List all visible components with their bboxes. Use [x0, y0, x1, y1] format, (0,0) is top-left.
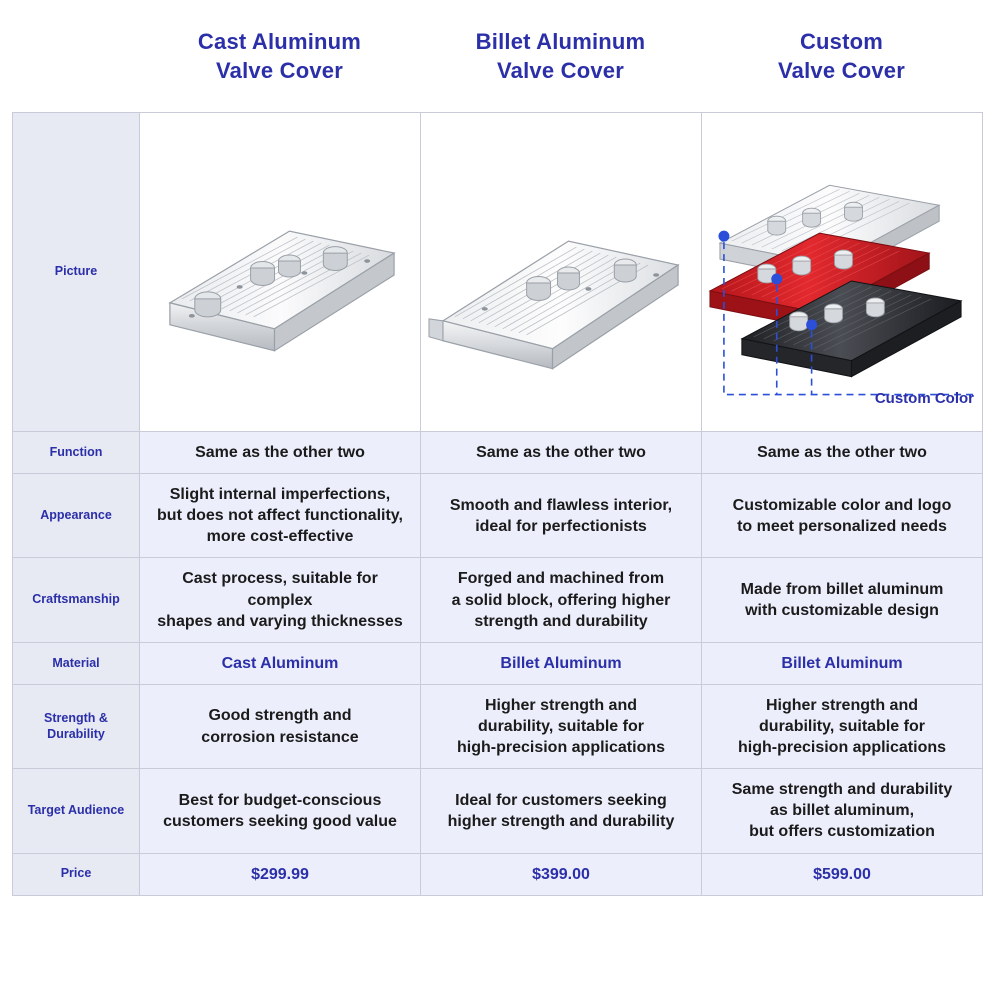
callout-dot-silver	[718, 231, 729, 242]
text-line: Forged and machined from	[457, 570, 665, 588]
picture-cell-billet	[421, 113, 702, 432]
craftsmanship-cell-custom	[702, 558, 983, 642]
row-label-material: Material	[13, 642, 140, 684]
text-line: Ideal for customers seeking	[455, 791, 667, 809]
text-line: corrosion resistance	[201, 728, 359, 746]
header-custom-line2: Valve Cover	[778, 58, 905, 83]
header-billet-aluminum-line1: Billet Aluminum	[475, 28, 646, 54]
craftsmanship-cell-cast	[140, 558, 421, 642]
material-cell-custom	[702, 642, 983, 684]
callout-dot-red	[771, 273, 782, 284]
text-line: durability, suitable for	[478, 717, 644, 735]
strength-cell-cast	[140, 684, 421, 768]
text-line: Good strength and	[208, 707, 352, 725]
material-cell-billet	[421, 642, 702, 684]
text-line: customers seeking good value	[163, 812, 397, 830]
text-line: Same as the other two	[757, 444, 927, 461]
function-cell-cast	[140, 432, 421, 474]
picture-cell-custom	[702, 113, 983, 432]
text-line: Billet Aluminum	[500, 654, 622, 672]
header-billet-aluminum-line2: Valve Cover	[497, 58, 624, 83]
text-line: Made from billet aluminum	[740, 580, 944, 598]
strength-cell-billet	[421, 684, 702, 768]
header-cast-aluminum-line2: Valve Cover	[216, 58, 343, 83]
text-line: Same strength and durability	[731, 781, 953, 799]
header-custom-line1: Custom	[799, 28, 884, 54]
appearance-cell-billet	[421, 474, 702, 558]
audience-cell-cast	[140, 769, 421, 853]
function-cell-custom	[702, 432, 983, 474]
text-line: Best for budget-conscious	[178, 791, 382, 809]
row-label-picture: Picture	[13, 113, 140, 432]
comparison-table	[12, 112, 983, 896]
row-label-appearance: Appearance	[13, 474, 140, 558]
table-row-appearance	[13, 474, 983, 558]
row-label-target-audience: Target Audience	[13, 769, 140, 853]
text-line: more cost-effective	[206, 528, 354, 546]
function-cell-billet	[421, 432, 702, 474]
appearance-cell-cast	[140, 474, 421, 558]
text-line: Slight internal imperfections,	[169, 486, 391, 504]
row-label-function: Function	[13, 432, 140, 474]
text-line: but does not affect functionality,	[157, 507, 403, 525]
text-line: strength and durability	[474, 612, 648, 630]
text-line: Higher strength and	[484, 696, 637, 714]
text-line: Same as the other two	[476, 444, 646, 461]
billet-valve-cover-illustration	[421, 113, 701, 431]
table-row-picture	[13, 113, 983, 432]
audience-cell-billet	[421, 769, 702, 853]
cast-cover-image	[140, 113, 420, 431]
text-line: $299.99	[251, 865, 309, 883]
text-line: Billet Aluminum	[781, 654, 903, 672]
header-billet-aluminum	[420, 27, 701, 85]
appearance-cell-custom	[702, 474, 983, 558]
table-row-function	[13, 432, 983, 474]
callout-dot-black	[806, 319, 817, 330]
picture-cell-cast	[140, 113, 421, 432]
table-row-target-audience	[13, 769, 983, 853]
table-row-price	[13, 853, 983, 895]
header-cast-aluminum-line1: Cast Aluminum	[197, 28, 362, 54]
text-line: Strength &	[44, 710, 108, 725]
cast-valve-cover-illustration	[140, 113, 420, 431]
text-line: Customizable color and logo	[732, 496, 952, 514]
row-label-craftsmanship: Craftsmanship	[13, 558, 140, 642]
table-row-craftsmanship	[13, 558, 983, 642]
text-line: Higher strength and	[765, 696, 918, 714]
material-cell-cast	[140, 642, 421, 684]
audience-cell-custom	[702, 769, 983, 853]
text-line: $399.00	[532, 865, 590, 883]
text-line: Cast process, suitable for complex	[182, 570, 378, 609]
price-cell-custom	[702, 853, 983, 895]
price-cell-billet	[421, 853, 702, 895]
row-label-strength-durability	[13, 684, 140, 768]
table-row-material	[13, 642, 983, 684]
text-line: with customizable design	[745, 602, 939, 620]
header-custom	[701, 27, 982, 85]
text-line: but offers customization	[749, 823, 935, 841]
text-line: a solid block, offering higher	[451, 591, 671, 609]
header-cast-aluminum	[139, 27, 420, 85]
text-line: Smooth and flawless interior,	[449, 496, 673, 514]
text-line: to meet personalized needs	[737, 517, 947, 535]
custom-cover-image	[702, 113, 982, 431]
text-line: ideal for perfectionists	[475, 517, 647, 535]
text-line: higher strength and durability	[447, 812, 675, 830]
text-line: Same as the other two	[195, 444, 365, 461]
table-row-strength-durability	[13, 684, 983, 768]
strength-cell-custom	[702, 684, 983, 768]
text-line: shapes and varying thicknesses	[157, 612, 403, 630]
text-line: durability, suitable for	[759, 717, 925, 735]
column-headers	[12, 0, 982, 112]
craftsmanship-cell-billet	[421, 558, 702, 642]
custom-color-annotation: Custom Color	[874, 390, 974, 408]
price-cell-cast	[140, 853, 421, 895]
text-line: $599.00	[813, 865, 871, 883]
custom-valve-cover-illustration	[702, 113, 982, 431]
text-line: high-precision applications	[456, 739, 666, 757]
text-line: Durability	[47, 726, 105, 741]
row-label-price: Price	[13, 853, 140, 895]
text-line: as billet aluminum,	[769, 802, 915, 820]
text-line: Cast Aluminum	[221, 654, 339, 672]
text-line: high-precision applications	[737, 739, 947, 757]
billet-cover-image	[421, 113, 701, 431]
